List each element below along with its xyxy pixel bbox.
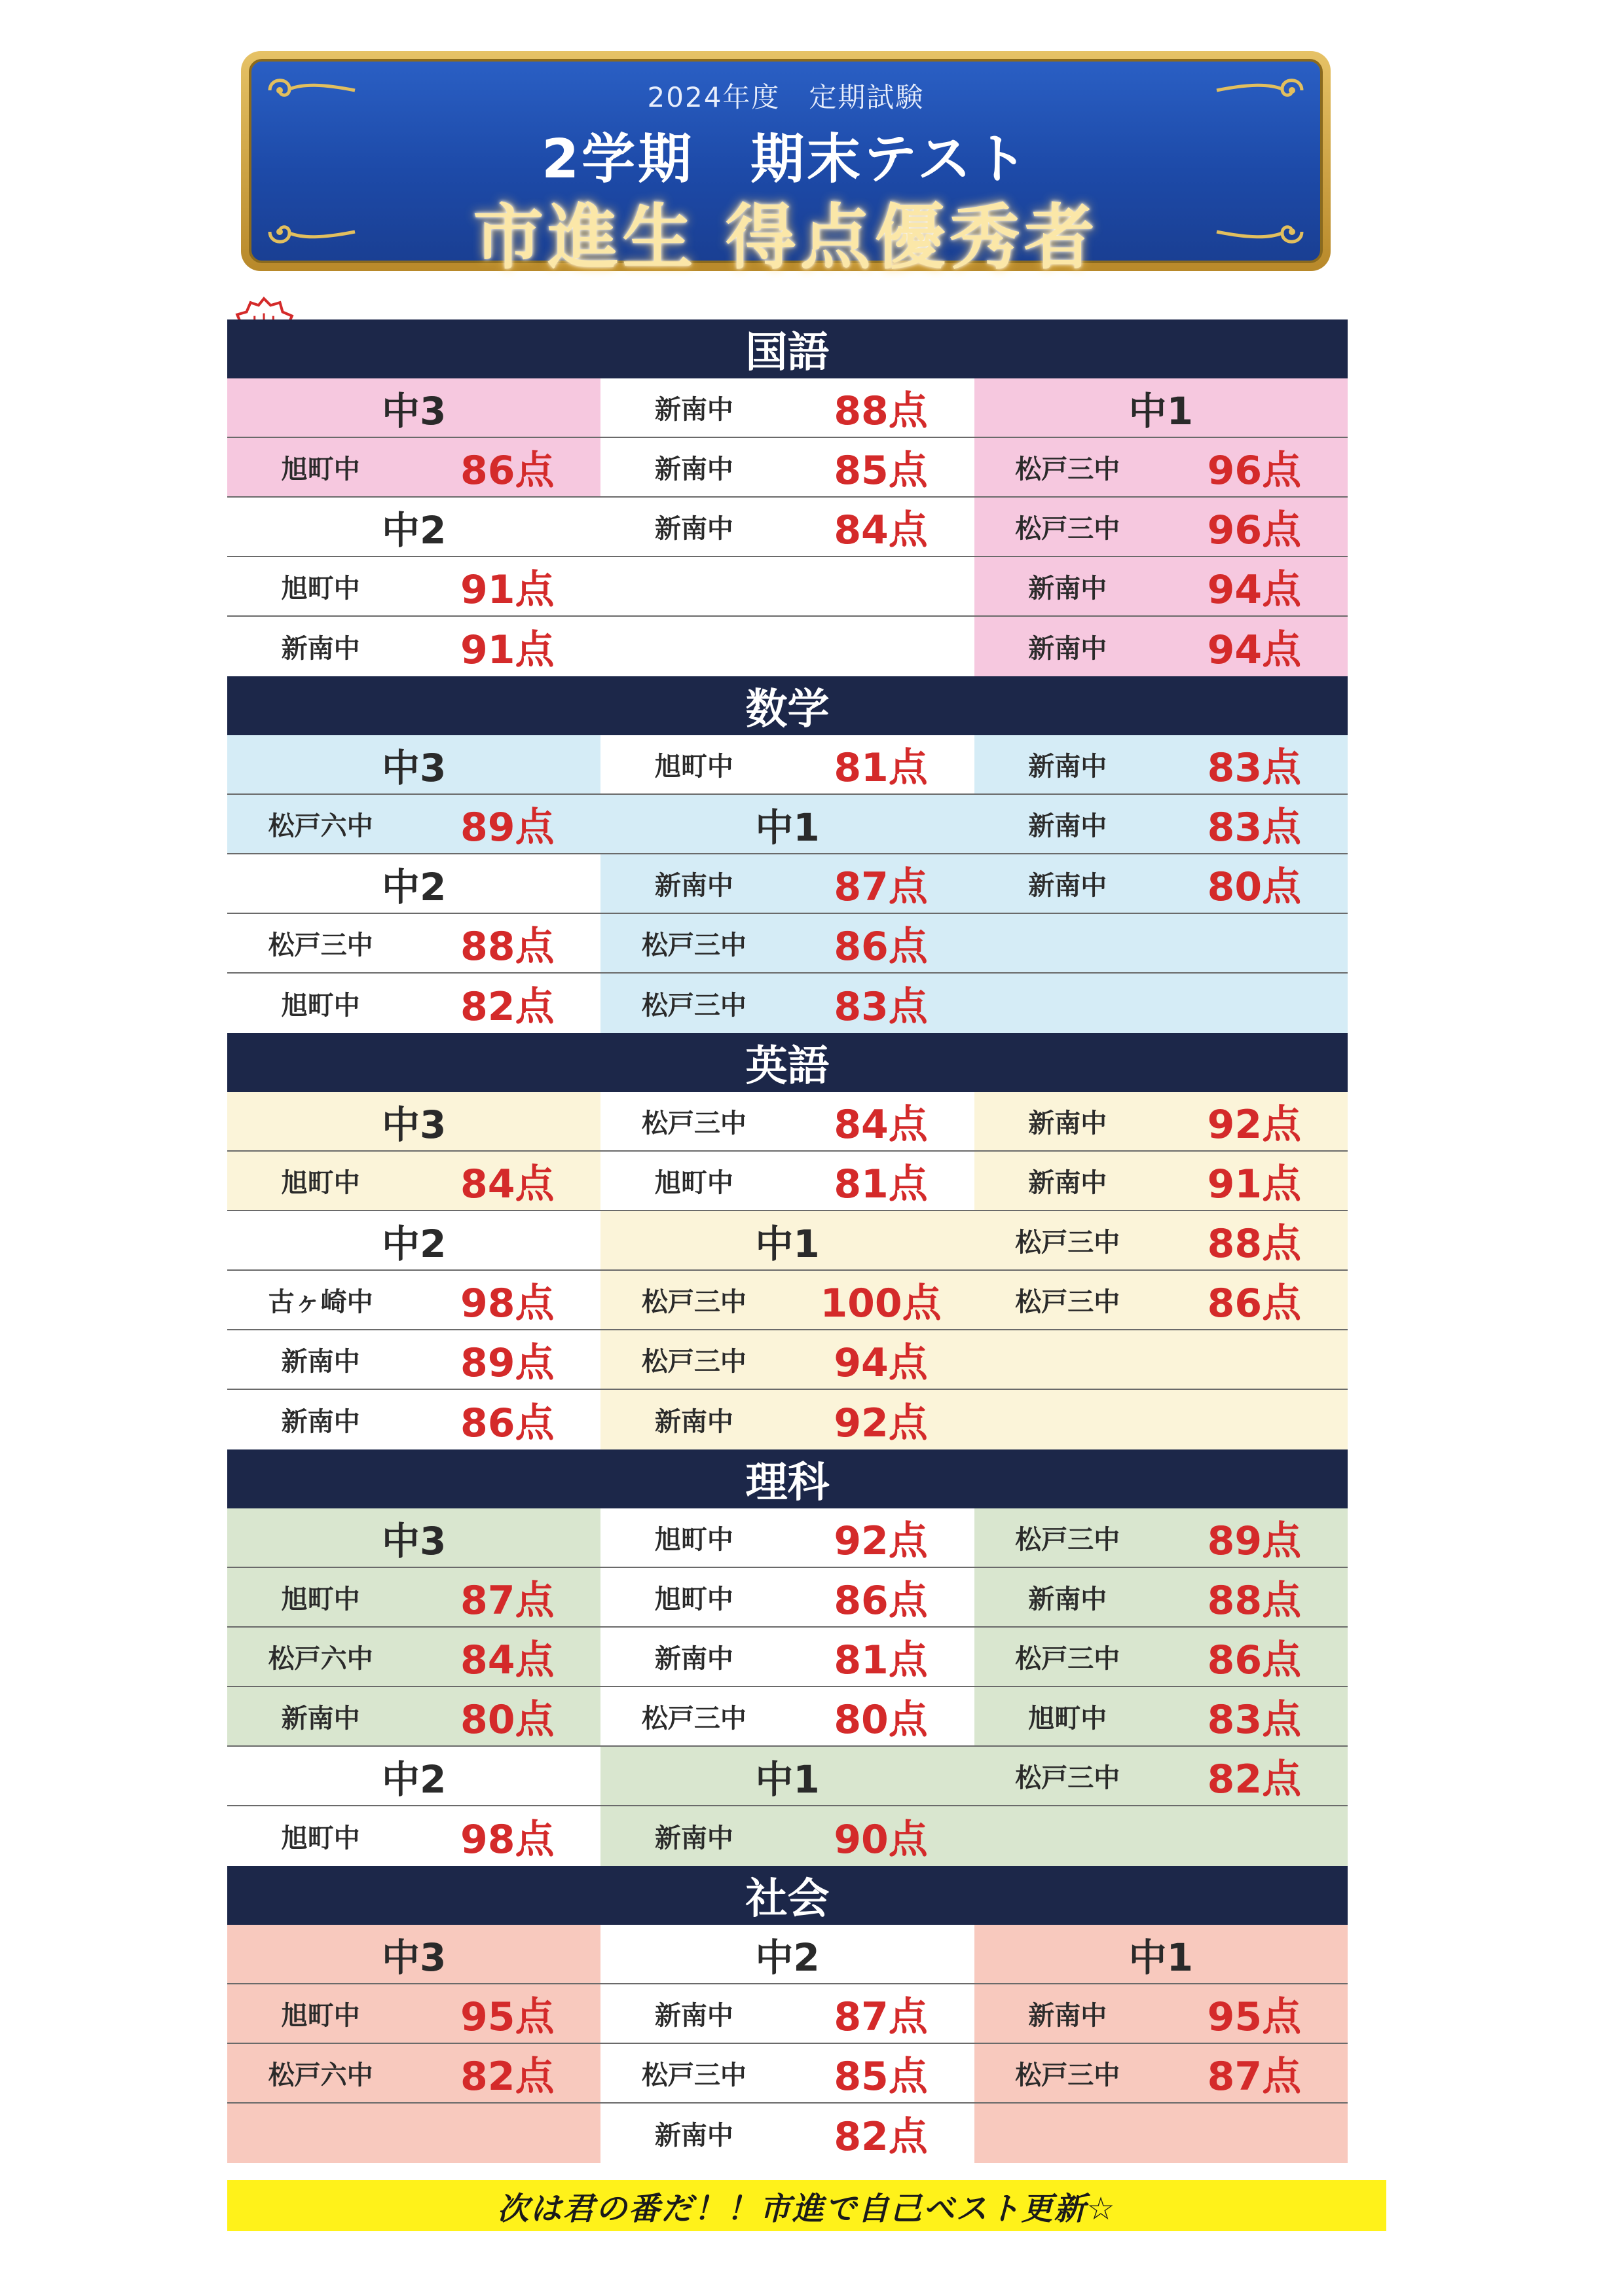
score-value: 98点 (460, 1280, 555, 1326)
subject-grid (227, 735, 1348, 1033)
term-label: 2学期 期末テスト (542, 128, 1030, 191)
school-name: 新南中 (281, 1407, 360, 1437)
grade-label: 中1 (974, 1925, 1348, 1984)
score-value: 80点 (1207, 864, 1302, 910)
subject-section (227, 319, 1348, 676)
school-name: 旭町中 (281, 1168, 360, 1198)
grid-column (227, 1925, 600, 2163)
school-name: 新南中 (654, 2001, 733, 2031)
score-entry (600, 1508, 974, 1568)
school-name: 松戸三中 (641, 2060, 747, 2090)
subject-header: 数学 (227, 676, 1348, 735)
grade-label: 中3 (227, 1508, 600, 1568)
score-value: 92点 (834, 1400, 928, 1446)
score-value: 87点 (834, 1994, 928, 2040)
school-name: 新南中 (654, 395, 733, 425)
grade-label: 中2 (227, 1747, 600, 1806)
score-entry (227, 1806, 600, 1866)
score-entry (227, 1330, 600, 1390)
score-entry (600, 1152, 974, 1211)
score-entry (600, 438, 974, 498)
school-name: 新南中 (1028, 574, 1107, 604)
grade-label: 中1 (600, 795, 974, 854)
score-entry (227, 1568, 600, 1628)
subject-header: 理科 (227, 1449, 1348, 1508)
school-name: 松戸三中 (268, 930, 373, 960)
grade-label: 中1 (974, 378, 1348, 438)
subject-grid (227, 1925, 1348, 2163)
score-value: 85点 (834, 447, 928, 494)
school-name: 松戸三中 (1015, 1525, 1120, 1555)
score-value: 86点 (1207, 1637, 1302, 1683)
grade-label: 中2 (600, 1925, 974, 1984)
school-name: 新南中 (281, 634, 360, 664)
school-name: 新南中 (1028, 2001, 1107, 2031)
score-entry (600, 1330, 974, 1390)
score-entry (974, 1747, 1348, 1806)
school-name: 旭町中 (654, 752, 733, 782)
score-entry (600, 2104, 974, 2163)
school-name: 旭町中 (281, 574, 360, 604)
score-value: 86点 (1207, 1280, 1302, 1326)
score-value: 94点 (1207, 627, 1302, 673)
score-entry (227, 974, 600, 1033)
score-value: 86点 (834, 923, 928, 970)
footer-message: 次は君の番だ！！市進で自己ベスト更新☆ (227, 2180, 1386, 2231)
score-entry (600, 1687, 974, 1747)
school-name: 松戸三中 (1015, 1228, 1120, 1258)
score-value: 89点 (460, 804, 555, 850)
score-entry (227, 914, 600, 974)
blank-cell (974, 1330, 1348, 1390)
score-entry (974, 854, 1348, 914)
school-name: 松戸三中 (641, 1704, 747, 1734)
score-value: 89点 (460, 1339, 555, 1386)
score-value: 88点 (1207, 1220, 1302, 1267)
blank-cell (227, 2104, 600, 2163)
score-value: 90点 (834, 1816, 928, 1863)
score-value: 96点 (1207, 447, 1302, 494)
score-entry (227, 2044, 600, 2104)
score-value: 82点 (834, 2113, 928, 2160)
score-entry (974, 617, 1348, 676)
score-value: 82点 (1207, 1756, 1302, 1802)
school-name: 旭町中 (654, 1584, 733, 1614)
score-entry (600, 1806, 974, 1866)
score-value: 89点 (1207, 1518, 1302, 1564)
score-value: 95点 (1207, 1994, 1302, 2040)
grid-column (600, 378, 974, 676)
subject-grid (227, 1508, 1348, 1866)
score-value: 87点 (460, 1577, 555, 1624)
school-name: 松戸三中 (1015, 514, 1120, 544)
score-value: 81点 (834, 1637, 928, 1683)
school-name: 旭町中 (281, 1823, 360, 1853)
blank-cell (600, 557, 974, 617)
school-name: 新南中 (654, 1407, 733, 1437)
score-value: 98点 (460, 1816, 555, 1863)
score-entry (974, 735, 1348, 795)
score-entry (227, 1628, 600, 1687)
grid-column (227, 1092, 600, 1449)
school-name: 新南中 (1028, 811, 1107, 841)
score-entry (227, 557, 600, 617)
score-value: 85点 (834, 2053, 928, 2100)
score-entry (600, 914, 974, 974)
school-name: 旭町中 (654, 1168, 733, 1198)
grid-column (974, 1925, 1348, 2163)
subject-header: 国語 (227, 319, 1348, 378)
score-value: 92点 (1207, 1101, 1302, 1148)
grid-column (974, 1092, 1348, 1449)
title-banner-panel (249, 59, 1323, 279)
score-entry (600, 1271, 974, 1330)
score-entry (600, 378, 974, 438)
banner-title: 市進生 得点優秀者 (473, 197, 1099, 279)
score-entry (600, 2044, 974, 2104)
grade-label: 中2 (227, 498, 600, 557)
school-name: 旭町中 (281, 454, 360, 484)
grade-label: 中1 (600, 1211, 974, 1271)
subject-header: 英語 (227, 1033, 1348, 1092)
score-value: 80点 (834, 1696, 928, 1743)
score-entry (974, 498, 1348, 557)
subject-section (227, 1033, 1348, 1449)
grade-label: 中3 (227, 1925, 600, 1984)
year-label: 2024年度 定期試験 (647, 81, 925, 113)
blank-cell (974, 1390, 1348, 1449)
school-name: 新南中 (654, 1644, 733, 1674)
school-name: 松戸三中 (641, 930, 747, 960)
score-entry (227, 1271, 600, 1330)
score-entry (600, 1984, 974, 2044)
score-value: 86点 (460, 1400, 555, 1446)
score-value: 82点 (460, 983, 555, 1030)
score-value: 96点 (1207, 507, 1302, 553)
score-value: 83点 (834, 983, 928, 1030)
grade-label: 中1 (600, 1747, 974, 1806)
grid-column (227, 1508, 600, 1866)
score-value: 86点 (834, 1577, 928, 1624)
score-entry (600, 498, 974, 557)
score-value: 83点 (1207, 744, 1302, 791)
score-entry (974, 1211, 1348, 1271)
score-entry (227, 617, 600, 676)
grid-column (974, 735, 1348, 1033)
score-value: 88点 (834, 388, 928, 434)
school-name: 新南中 (654, 1823, 733, 1853)
score-value: 91点 (1207, 1161, 1302, 1207)
grid-column (974, 378, 1348, 676)
score-entry (227, 1390, 600, 1449)
blank-cell (974, 974, 1348, 1033)
score-entry (227, 1687, 600, 1747)
score-entry (974, 1568, 1348, 1628)
score-entry (600, 735, 974, 795)
score-entry (974, 1628, 1348, 1687)
school-name: 松戸六中 (268, 811, 373, 841)
blank-cell (974, 2104, 1348, 2163)
score-value: 100点 (820, 1280, 942, 1326)
score-entry (974, 438, 1348, 498)
grade-label: 中3 (227, 378, 600, 438)
score-entry (600, 1568, 974, 1628)
school-name: 旭町中 (654, 1525, 733, 1555)
grid-column (600, 1508, 974, 1866)
school-name: 新南中 (1028, 1108, 1107, 1139)
title-banner (241, 51, 1331, 279)
school-name: 松戸三中 (641, 1287, 747, 1317)
school-name: 松戸三中 (1015, 454, 1120, 484)
school-name: 新南中 (1028, 871, 1107, 901)
subject-section (227, 1866, 1348, 2163)
score-value: 88点 (1207, 1577, 1302, 1624)
subject-section (227, 1449, 1348, 1866)
subject-grid (227, 378, 1348, 676)
score-entry (600, 854, 974, 914)
score-entry (600, 974, 974, 1033)
subject-header: 社会 (227, 1866, 1348, 1925)
school-name: 旭町中 (281, 991, 360, 1021)
school-name: 古ヶ崎中 (268, 1287, 373, 1317)
score-value: 91点 (460, 627, 555, 673)
blank-cell (974, 914, 1348, 974)
score-value: 87点 (834, 864, 928, 910)
school-name: 松戸三中 (1015, 1644, 1120, 1674)
grade-label: 中2 (227, 1211, 600, 1271)
score-entry (974, 1092, 1348, 1152)
score-value: 84点 (834, 507, 928, 553)
grade-label: 中3 (227, 735, 600, 795)
score-value: 81点 (834, 744, 928, 791)
score-entry (974, 795, 1348, 854)
school-name: 新南中 (1028, 752, 1107, 782)
score-entry (974, 1508, 1348, 1568)
subject-section (227, 676, 1348, 1033)
score-value: 94点 (1207, 566, 1302, 613)
school-name: 新南中 (654, 514, 733, 544)
school-name: 松戸六中 (268, 2060, 373, 2090)
score-entry (227, 1984, 600, 2044)
score-value: 88点 (460, 923, 555, 970)
school-name: 新南中 (654, 2121, 733, 2151)
school-name: 新南中 (281, 1704, 360, 1734)
score-value: 81点 (834, 1161, 928, 1207)
grid-column (227, 735, 600, 1033)
score-entry (600, 1390, 974, 1449)
score-value: 91点 (460, 566, 555, 613)
school-name: 松戸三中 (1015, 2060, 1120, 2090)
score-value: 83点 (1207, 1696, 1302, 1743)
grid-column (600, 1092, 974, 1449)
score-entry (974, 1687, 1348, 1747)
score-entry (600, 1092, 974, 1152)
school-name: 旭町中 (1028, 1704, 1107, 1734)
score-entry (974, 1271, 1348, 1330)
school-name: 新南中 (1028, 634, 1107, 664)
school-name: 松戸三中 (641, 1108, 747, 1139)
blank-cell (974, 1806, 1348, 1866)
score-value: 84点 (460, 1161, 555, 1207)
score-value: 86点 (460, 447, 555, 494)
grade-label: 中2 (227, 854, 600, 914)
score-value: 87点 (1207, 2053, 1302, 2100)
school-name: 松戸三中 (1015, 1763, 1120, 1793)
score-value: 84点 (834, 1101, 928, 1148)
grid-column (600, 735, 974, 1033)
score-board (227, 319, 1348, 2163)
school-name: 旭町中 (281, 2001, 360, 2031)
school-name: 旭町中 (281, 1584, 360, 1614)
score-value: 84点 (460, 1637, 555, 1683)
score-entry (227, 1152, 600, 1211)
score-value: 94点 (834, 1339, 928, 1386)
subject-grid (227, 1092, 1348, 1449)
school-name: 新南中 (654, 871, 733, 901)
score-entry (974, 557, 1348, 617)
grid-column (227, 378, 600, 676)
score-value: 82点 (460, 2053, 555, 2100)
score-value: 92点 (834, 1518, 928, 1564)
score-value: 83点 (1207, 804, 1302, 850)
school-name: 新南中 (1028, 1584, 1107, 1614)
school-name: 松戸三中 (1015, 1287, 1120, 1317)
school-name: 松戸三中 (641, 991, 747, 1021)
grid-column (974, 1508, 1348, 1866)
score-entry (974, 1152, 1348, 1211)
score-entry (974, 2044, 1348, 2104)
school-name: 松戸六中 (268, 1644, 373, 1674)
grade-label: 中3 (227, 1092, 600, 1152)
school-name: 新南中 (654, 454, 733, 484)
school-name: 新南中 (281, 1347, 360, 1377)
score-entry (227, 438, 600, 498)
score-entry (974, 1984, 1348, 2044)
score-value: 95点 (460, 1994, 555, 2040)
grid-column (600, 1925, 974, 2163)
school-name: 新南中 (1028, 1168, 1107, 1198)
blank-cell (600, 617, 974, 676)
school-name: 松戸三中 (641, 1347, 747, 1377)
score-entry (600, 1628, 974, 1687)
score-entry (227, 795, 600, 854)
score-value: 80点 (460, 1696, 555, 1743)
